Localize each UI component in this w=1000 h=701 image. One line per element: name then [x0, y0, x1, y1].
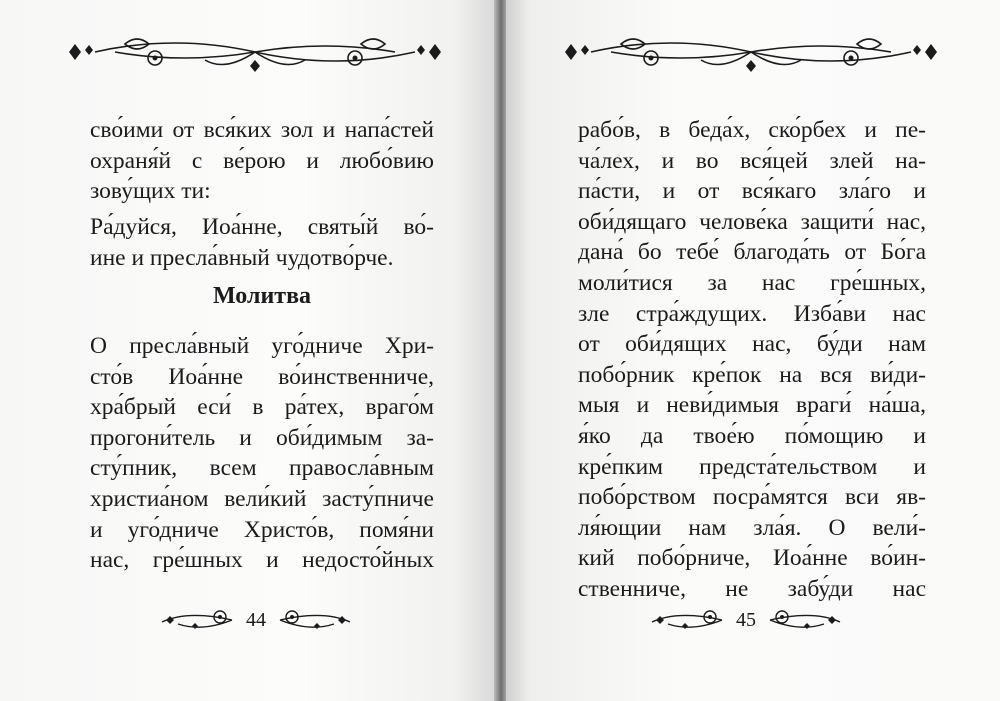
- page-number: 45: [736, 608, 756, 631]
- text-line: хра́брый еси́ в ра́тех, враго́м: [90, 394, 434, 421]
- left-page: [0, 0, 496, 701]
- left-paragraph-prayer: [90, 331, 434, 576]
- text-line: прогони́тель и оби́димым за-: [90, 424, 434, 451]
- text-line: нас, гре́шных и недосто́йных: [90, 547, 434, 574]
- text-line: дана́ бо тебе́ благода́ть от Бо́га: [578, 239, 926, 266]
- flourish-right-icon: [276, 608, 354, 632]
- text-line: от оби́дящих нас, бу́ди нам: [578, 331, 926, 358]
- text-line: Ра́дуйся, Иоа́нне, святы́й во́-: [90, 214, 434, 240]
- section-heading: Молитва: [212, 283, 312, 309]
- left-paragraph-hail: [90, 212, 434, 273]
- text-line: христиа́ном вели́кий засту́пниче: [90, 485, 434, 512]
- text-line: охраня́й с ве́рою и любо́вию: [90, 147, 434, 174]
- right-page: [506, 0, 1000, 701]
- text-line: ля́ющии нам зла́я. О вели́-: [578, 514, 926, 541]
- text-line: ственниче, не забу́ди нас: [578, 575, 926, 602]
- flourish-left-icon: [158, 608, 236, 632]
- page-number: 44: [246, 608, 266, 631]
- right-footer: [648, 608, 844, 632]
- text-line: оби́дящаго челове́ка защити́ нас,: [578, 208, 926, 235]
- text-line: О пресла́вный уго́дниче Хри-: [90, 333, 434, 359]
- text-line: кий побо́рниче, Иоа́нне во́ин-: [578, 545, 926, 572]
- header-ornament-icon: [55, 30, 455, 76]
- flourish-left-icon: [648, 608, 726, 632]
- flourish-right-icon: [766, 608, 844, 632]
- text-line: зову́щих ти:: [90, 178, 211, 205]
- text-line: я́ко да твое́ю по́мощию и: [578, 422, 926, 449]
- text-line: мыя и неви́димыя враги́ на́ша,: [578, 392, 926, 419]
- text-line: зле стра́ждущих. Изба́ви нас: [578, 300, 926, 327]
- text-line: сто́в Иоа́нне во́инственниче,: [90, 363, 434, 390]
- text-line: моли́тися за нас гре́шных,: [578, 269, 926, 296]
- text-line: ча́лех, и во вся́цей злей на-: [578, 147, 926, 174]
- text-line: сво́ими от вся́ких зол и напа́стей: [90, 117, 434, 143]
- text-line: сту́пник, всем правосла́вным: [90, 455, 434, 482]
- text-line: ине и пресла́вный чудотво́рче.: [90, 244, 394, 271]
- header-ornament-icon: [551, 30, 951, 76]
- text-line: па́сти, и от вся́каго зла́го и: [578, 178, 926, 205]
- left-paragraph-intro: [90, 115, 434, 207]
- text-line: кре́пким предста́тельством и: [578, 453, 926, 480]
- text-line: рабо́в, в беда́х, ско́рбех и пе-: [578, 117, 926, 143]
- text-line: побо́рством посра́мятся вси яв-: [578, 484, 926, 511]
- left-footer: [158, 608, 354, 632]
- text-line: побо́рник кре́пок на вся ви́ди-: [578, 361, 926, 388]
- right-paragraph: [578, 115, 926, 605]
- text-line: и уго́дниче Христо́в, помя́ни: [90, 516, 434, 543]
